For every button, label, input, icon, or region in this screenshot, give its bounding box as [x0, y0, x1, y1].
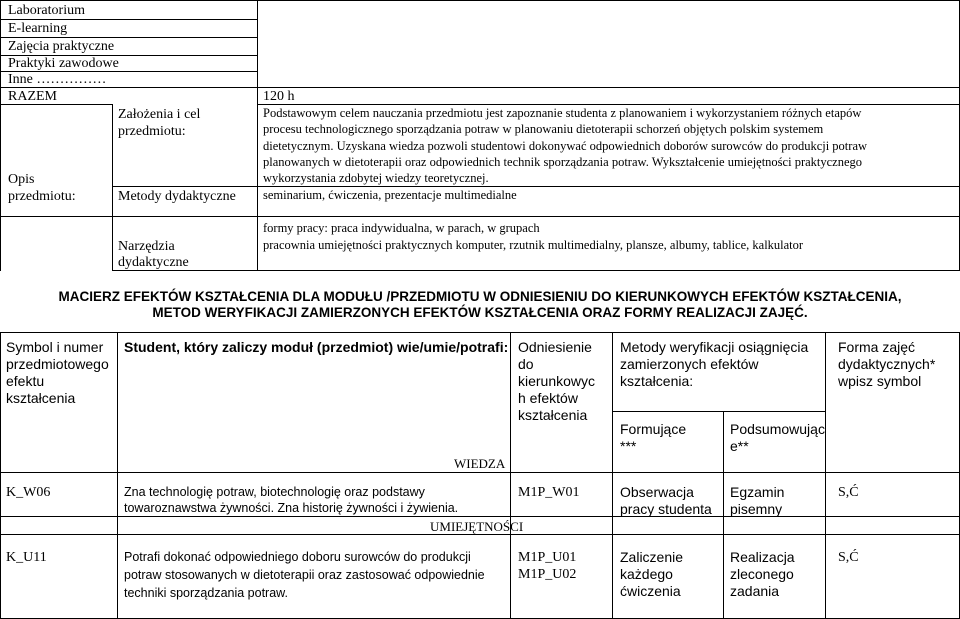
row-symbol: K_W06	[6, 485, 51, 500]
row-podsumowujace: Realizacja	[730, 549, 795, 565]
matrix-heading-line-2: METOD WERYFIKACJI ZAMIERZONYCH EFEKTÓW KSZTAŁCENIA ORAZ FORMY REALIZACJI ZAJĘĆ.	[152, 305, 808, 320]
opis-label-2: przedmiotu:	[8, 189, 76, 204]
row-formujace: pracy studenta	[620, 501, 712, 517]
opis-label-1: Opis	[8, 172, 35, 187]
col-header-student: Student, który zaliczy moduł (przedmiot) wie/umie/potrafi:	[124, 339, 509, 355]
row-desc-line: Potrafi dokonać odpowiedniego doboru surowców do produkcji	[124, 550, 471, 564]
row-desc-line: towaroznawstwa żywności. Zna historię żywności i żywienia.	[124, 501, 459, 515]
row-zajecia-praktyczne: Zajęcia praktyczne	[8, 39, 115, 54]
zalozenia-label-1: Założenia i cel	[118, 107, 201, 122]
row-odniesienie: M1P_U01	[518, 550, 577, 565]
row-podsumowujace: Egzamin	[730, 484, 785, 500]
razem-hours: 120 h	[263, 89, 295, 104]
row-desc-line: techniki sporządzania potraw.	[124, 586, 288, 600]
row-desc-line: potraw stosowanych w dietoterapii oraz zastosować odpowiednie	[124, 568, 485, 582]
row-formujace: Obserwacja	[620, 484, 694, 500]
zalozenia-label-2: przedmiotu:	[118, 124, 186, 139]
metody-text: seminarium, ćwiczenia, prezentacje multimedialne	[263, 188, 517, 202]
row-praktyki-zawodowe: Praktyki zawodowe	[8, 56, 119, 71]
row-inne: Inne ……………	[8, 72, 107, 87]
row-e-learning: E-learning	[8, 21, 68, 36]
row-podsumowujace: zleconego	[730, 566, 794, 582]
row-podsumowujace: pisemny	[730, 501, 783, 517]
row-laboratorium: Laboratorium	[8, 3, 85, 18]
row-odniesienie: M1P_U02	[518, 567, 577, 582]
section-umiejetnosci: UMIEJĘTNOŚCI	[430, 519, 524, 534]
row-forma: S,Ć	[838, 485, 859, 500]
row-desc-line: Zna technologię potraw, biotechnologię oraz podstawy	[124, 485, 425, 499]
matrix-heading-line-1: MACIERZ EFEKTÓW KSZTAŁCENIA DLA MODUŁU /PRZEDMIOTU W ODNIESIENIU DO KIERUNKOWYCH EFEKTÓW KSZTAŁCENIA,	[58, 289, 902, 304]
narzedzia-label-1: Narzędzia	[118, 239, 175, 254]
section-wiedza: WIEDZA	[454, 456, 506, 471]
row-symbol: K_U11	[6, 550, 47, 565]
narzedzia-text: pracownia umiejętności praktycznych komputer, rzutnik multimedialny, plansze, albumy, tablice, kalkulator	[263, 238, 804, 252]
row-podsumowujace: zadania	[730, 583, 780, 599]
razem-label: RAZEM	[8, 89, 57, 104]
row-formujace: Zaliczenie	[620, 549, 684, 565]
metody-label: Metody dydaktyczne	[118, 189, 236, 204]
row-formujace: ćwiczenia	[620, 583, 681, 599]
formy-text: formy pracy: praca indywidualna, w parach, w grupach	[263, 221, 540, 235]
row-formujace: każdego	[620, 566, 673, 582]
row-odniesienie: M1P_W01	[518, 485, 580, 500]
row-forma: S,Ć	[838, 550, 859, 565]
narzedzia-label-2: dydaktyczne	[118, 255, 189, 270]
